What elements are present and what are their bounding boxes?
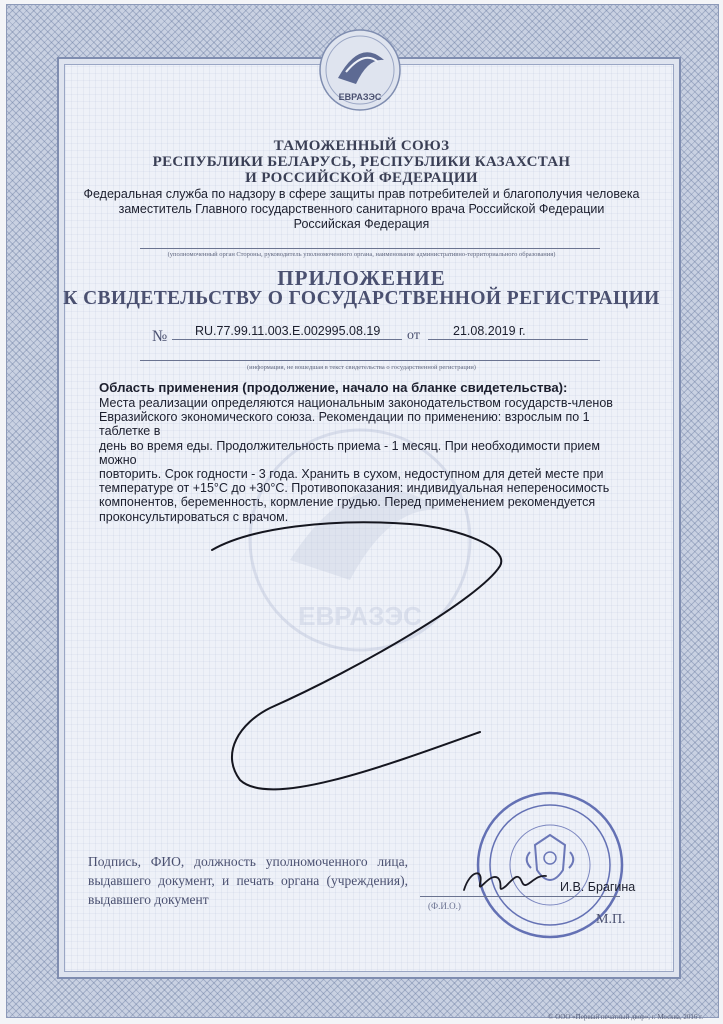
document-title: ПРИЛОЖЕНИЕ [277, 266, 446, 290]
authority-caption: (уполномоченный орган Стороны, руководитель уполномоченного органа, наименование административно-территориального образования) [167, 251, 556, 258]
date-label: от [407, 328, 420, 343]
scope-line: Места реализации определяются национальным законодательством государств-членов [99, 396, 613, 410]
signer-caption: (Ф.И.О.) [428, 901, 461, 911]
authority-line-2: заместитель Главного государственного санитарного врача Российской Федерации [118, 202, 605, 216]
union-title-line-1: ТАМОЖЕННЫЙ СОЮЗ [273, 138, 450, 154]
date-underline [428, 339, 588, 340]
scope-line: повторить. Срок годности - 3 года. Хранить в сухом, недоступном для детей месте при [99, 467, 604, 482]
number-underline [172, 339, 402, 340]
info-caption: (информация, не вошедшая в текст свидетельства о государственной регистрации) [247, 364, 476, 371]
scope-line: день во время еды. Продолжительность приема - 1 месяц. При необходимости прием можно [99, 438, 600, 467]
z-closure-mark-icon [210, 518, 520, 798]
authority-line-1: Федеральная служба по надзору в сфере защиты прав потребителей и благополучия человека [83, 187, 640, 201]
emblem-label: ЕВРАЗЭС [338, 92, 382, 102]
svg-text:ЕВРАЗЭС: ЕВРАЗЭС [298, 601, 422, 631]
registration-row [0, 320, 723, 344]
document-subtitle: К СВИДЕТЕЛЬСТВУ О ГОСУДАРСТВЕННОЙ РЕГИСТРАЦИИ [63, 288, 660, 309]
registration-number: RU.77.99.11.003.E.002995.08.19 [195, 324, 381, 338]
scope-line: Евразийского экономического союза. Рекомендации по применению: взрослым по 1 таблетке в [99, 410, 590, 439]
signer-underline [420, 896, 620, 897]
info-rule [140, 360, 600, 361]
printer-note: © ООО «Первый печатный двор», г. Москва, 2016 г. [548, 1013, 703, 1021]
authority-line-3: Российская Федерация [293, 217, 430, 231]
scope-line: компонентов, беременность, кормление грудью. Перед применением рекомендуется [99, 495, 596, 510]
scope-heading: Область применения (продолжение, начало на бланке свидетельства): [99, 380, 568, 395]
evrazes-emblem-icon [318, 28, 402, 112]
seal-place-label: М.П. [596, 912, 626, 927]
signatory-label: Подпись, ФИО, должность уполномоченного лица, выдавшего документ, и печать органа (учреждения), выдавшего документ [88, 854, 408, 907]
number-label: № [152, 328, 168, 345]
union-title-line-2: РЕСПУБЛИКИ БЕЛАРУСЬ, РЕСПУБЛИКИ КАЗАХСТАН [152, 154, 571, 170]
signer-name: И.В. Брагина [560, 880, 636, 894]
scope-line: проконсультироваться с врачом. [99, 509, 289, 524]
union-title-line-3: И РОССИЙСКОЙ ФЕДЕРАЦИИ [245, 170, 478, 186]
handwritten-signature-icon [460, 864, 552, 900]
registration-date: 21.08.2019 г. [453, 324, 526, 338]
scope-line: температуре от +15°С до +30°С. Противопоказания: индивидуальная непереносимость [99, 481, 610, 496]
authority-rule [140, 248, 600, 249]
scope-section [99, 380, 619, 524]
